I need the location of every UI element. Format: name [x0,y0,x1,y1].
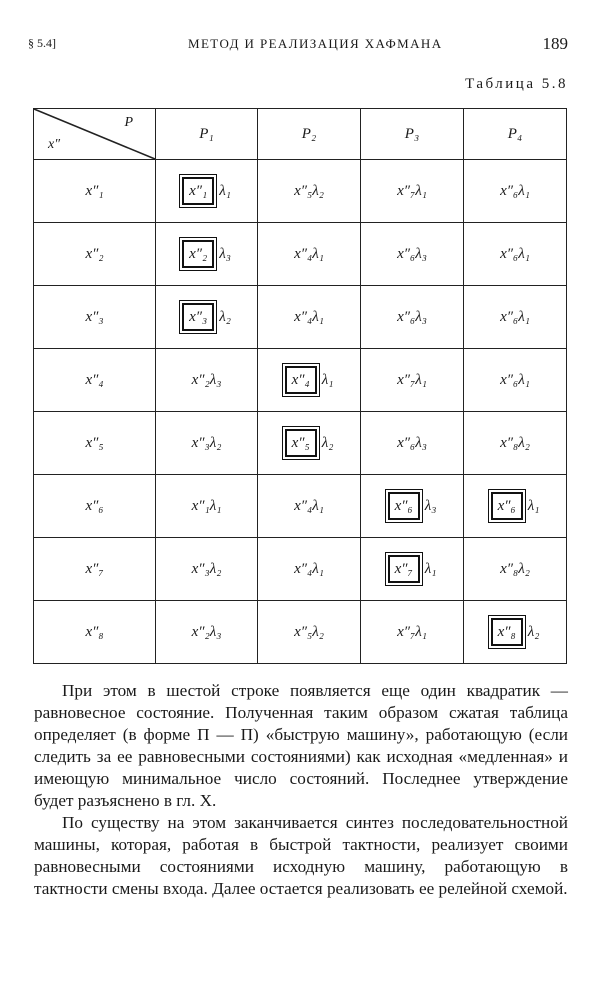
row-label: x″₃ [34,286,156,349]
header-row [34,109,567,160]
corner-cell [34,109,156,160]
equilibrium-state-box: x″₇ [388,555,420,583]
table-cell [464,412,567,475]
row-label: x″₂ [34,223,156,286]
table-row [34,412,567,475]
next-state-value: x″₆λ₁ [500,245,530,262]
next-state-value: x″₆λ₁ [500,182,530,199]
output-symbol: λ₃ [424,498,437,514]
table-row [34,349,567,412]
row-label: x″₄ [34,349,156,412]
table-cell [464,475,567,538]
column-header: P₃ [361,109,464,160]
output-symbol: λ₁ [527,498,540,514]
table-cell [361,223,464,286]
table-row [34,160,567,223]
table-cell [361,601,464,664]
table-cell [464,349,567,412]
table-cell [156,160,258,223]
section-reference: § 5.4] [28,36,56,50]
row-label: x″₇ [34,538,156,601]
next-state-value: x″₂λ₃ [191,623,222,640]
table-cell [258,601,361,664]
output-symbol: λ₂ [527,624,540,640]
table-cell [156,601,258,664]
next-state-value: x″₆λ₃ [397,245,427,262]
state-table [33,108,567,664]
table-cell [156,223,258,286]
table-cell [361,160,464,223]
next-state-value: x″₆λ₃ [397,434,427,451]
table-row [34,223,567,286]
next-state-value: x″₄λ₁ [294,245,324,262]
table-cell [258,412,361,475]
next-state-value: x″₇λ₁ [397,371,427,388]
table-cell [361,538,464,601]
table-cell [361,349,464,412]
equilibrium-state-box: x″₄ [285,366,317,394]
equilibrium-state-box: x″₃ [182,303,214,331]
output-symbol: λ₁ [424,561,437,577]
corner-label-input: P [124,115,133,130]
column-header: P₂ [258,109,361,160]
next-state-value: x″₅λ₂ [294,623,324,640]
next-state-value: x″₈λ₂ [500,434,530,451]
table-cell [156,475,258,538]
table-row [34,601,567,664]
table-cell [258,223,361,286]
row-label: x″₁ [34,160,156,223]
next-state-value: x″₄λ₁ [294,560,324,577]
column-header: P₁ [156,109,258,160]
next-state-value: x″₂λ₃ [191,371,222,388]
table-cell [258,475,361,538]
table-cell [156,538,258,601]
next-state-value: x″₃λ₂ [191,560,222,577]
equilibrium-state-box: x″₆ [388,492,420,520]
next-state-value: x″₃λ₂ [191,434,222,451]
equilibrium-state-box: x″₆ [491,492,523,520]
table-row [34,475,567,538]
next-state-value: x″₁λ₁ [191,497,222,514]
table-cell [258,286,361,349]
table-cell [156,286,258,349]
table-cell [361,475,464,538]
body-text [34,680,568,900]
page-number: 189 [542,34,568,53]
row-label: x″₅ [34,412,156,475]
table-cell [258,160,361,223]
table-row [34,538,567,601]
equilibrium-state-box: x″₅ [285,429,317,457]
next-state-value: x″₆λ₃ [397,308,427,325]
next-state-value: x″₇λ₁ [397,623,427,640]
table-cell [156,412,258,475]
equilibrium-state-box: x″₈ [491,618,523,646]
table-cell [361,286,464,349]
next-state-value: x″₅λ₂ [294,182,324,199]
chapter-title: МЕТОД И РЕАЛИЗАЦИЯ ХАФМАНА [188,36,443,51]
table-cell [258,349,361,412]
output-symbol: λ₁ [321,372,334,388]
output-symbol: λ₁ [219,183,231,199]
table-cell [464,160,567,223]
next-state-value: x″₄λ₁ [294,308,324,325]
table-caption: Таблица 5.8 [465,76,568,92]
next-state-value: x″₈λ₂ [500,560,530,577]
output-symbol: λ₂ [321,435,334,451]
running-head [28,34,568,56]
table-cell [156,349,258,412]
paragraph: При этом в шестой строке появляется еще один квадратик — равновесное состояние. Полученная таким образом сжатая таблица определяет (в форме П — П) «быструю машину», работающую (если следить за ее равновесными состояниями) как исходная «медленная» и имеющую минимальное число состояний. Последнее утверждение будет разъяснено в гл. X. [34,681,568,810]
table-cell [361,412,464,475]
next-state-value: x″₆λ₁ [500,371,530,388]
table-cell [464,538,567,601]
output-symbol: λ₂ [219,309,231,325]
column-header: P₄ [464,109,567,160]
equilibrium-state-box: x″₂ [182,240,214,268]
corner-label-state: x″ [48,137,61,152]
paragraph: По существу на этом заканчивается синтез последовательностной машины, которая, работая в быстрой тактности, реализует своими равновесными состояниями исходную машину, работающую в тактности смены входа. Далее остается реализовать ее релейной схемой. [34,813,568,898]
next-state-value: x″₇λ₁ [397,182,427,199]
table-cell [258,538,361,601]
table-cell [464,601,567,664]
next-state-value: x″₆λ₁ [500,308,530,325]
row-label: x″₆ [34,475,156,538]
output-symbol: λ₃ [219,246,231,262]
row-label: x″₈ [34,601,156,664]
table-cell [464,223,567,286]
table-row [34,286,567,349]
next-state-value: x″₄λ₁ [294,497,324,514]
table-cell [464,286,567,349]
equilibrium-state-box: x″₁ [182,177,214,205]
